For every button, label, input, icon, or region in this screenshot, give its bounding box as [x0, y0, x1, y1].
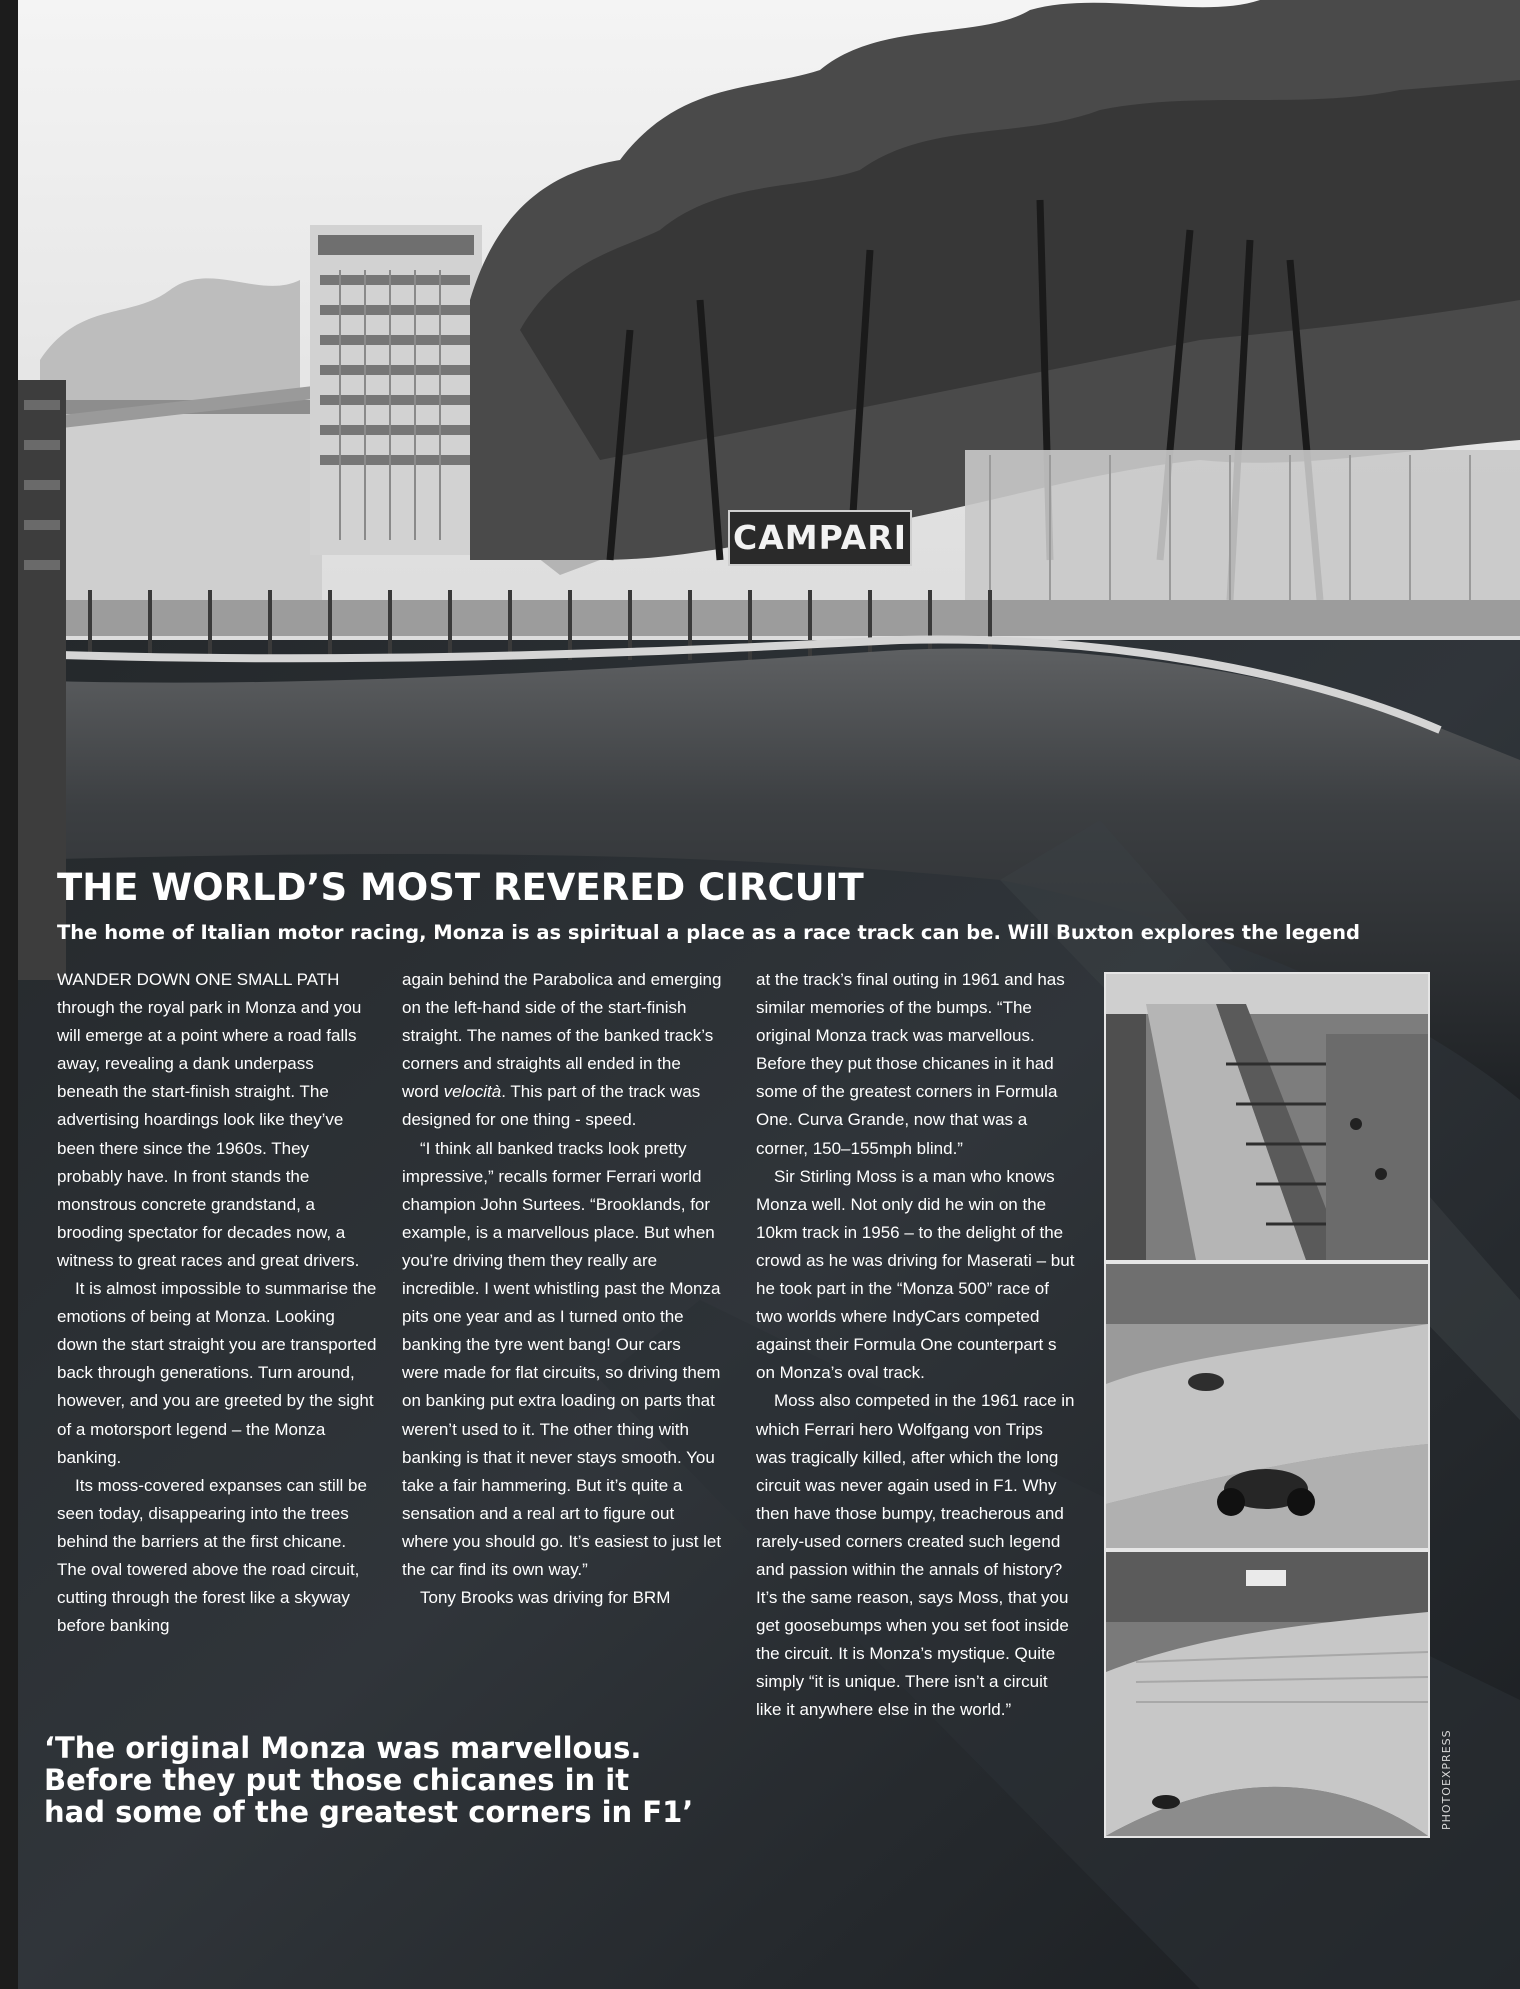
pull-quote-line: had some of the greatest corners in F1’	[44, 1795, 694, 1829]
col3-paragraph: at the track’s final outing in 1961 and has similar memories of the bumps. “The original Monza track was marvellous. Before they put those chicanes in it had some of the greatest corners in Formula One. Curva Grande, now that was a corner, 150–155mph blind.”	[756, 970, 1065, 1158]
col2-text: again behind the Parabolica and emerging on the left-hand side of the start-finish straight. The names of the banked track’s corners and straights all ended in the word	[402, 970, 722, 1102]
col1-paragraph: Its moss-covered expanses can still be seen today, disappearing into the trees behind the barriers at the first chicane. The oval towered above the road circuit, cutting through the forest like a skyway before banking	[57, 1475, 367, 1636]
article-column-1	[57, 966, 377, 1640]
col2-paragraph	[402, 966, 722, 1135]
col2-paragraph: “I think all banked tracks look pretty impressive,” recalls former Ferrari world champion John Surtees. “Brooklands, for example, is a marvellous place. But when you’re driving them they really are incredible. I went whistling past the Monza pits one year and as I turned onto the banking the tyre went bang! Our cars were made for flat circuits, so driving them on banking put extra loading on parts that weren’t used to it. The other thing with banking is that it never stays smooth. You take a fair hammering. But it’s quite a sensation and a real art to figure out where you should go. It’s easiest to just let the car find its own way.”	[402, 1138, 722, 1579]
inset-photo-banking-curve-illustration	[1106, 1552, 1428, 1836]
campari-sign: CAMPARI	[728, 510, 912, 566]
pull-quote	[44, 1732, 693, 1828]
col2-text: . This part of the track was designed for one thing - speed.	[402, 1082, 701, 1130]
col2-italic-word: velocità	[443, 1082, 502, 1102]
article-standfirst: The home of Italian motor racing, Monza is as spiritual a place as a race track can be. Will Buxton explores the legend	[57, 921, 1360, 944]
photo-credit: PHOTOEXPRESS	[1440, 1729, 1453, 1830]
pull-quote-line: Before they put those chicanes in it	[44, 1763, 630, 1797]
article-column-3	[756, 966, 1076, 1725]
inset-photo-racing-car-banking	[1104, 1262, 1430, 1550]
col1-paragraph: WANDER DOWN ONE SMALL PATH through the royal park in Monza and you will emerge at a point where a road falls away, revealing a dank underpass beneath the start-finish straight. The advertising hoardings look like they’ve been there since the 1960s. They probably have. In front stands the monstrous concrete grandstand, a brooding spectator for decades now, a witness to great races and great drivers.	[57, 970, 362, 1270]
inset-photo-construction	[1104, 972, 1430, 1262]
article-headline: THE WORLD’S MOST REVERED CIRCUIT	[57, 866, 864, 909]
inset-photo-racing-car-illustration	[1106, 1264, 1428, 1548]
pull-quote-line: ‘The original Monza was marvellous.	[44, 1731, 642, 1765]
article-column-2	[402, 966, 722, 1612]
inset-photo-banking-curve	[1104, 1550, 1430, 1838]
col3-paragraph: Sir Stirling Moss is a man who knows Monza well. Not only did he win on the 10km track in 1956 – to the delight of the crowd as he was driving for Maserati – but he took part in the “Monza 500” race of two worlds where IndyCars competed against their Formula One counterpart s on Monza’s oval track.	[756, 1166, 1075, 1383]
inset-photo-construction-illustration	[1106, 974, 1428, 1260]
col1-paragraph: It is almost impossible to summarise the emotions of being at Monza. Looking down the start straight you are transported back through generations. Turn around, however, and you are greeted by the sight of a motorsport legend – the Monza banking.	[57, 1279, 377, 1467]
col2-paragraph: Tony Brooks was driving for BRM	[420, 1588, 671, 1608]
col3-paragraph: Moss also competed in the 1961 race in which Ferrari hero Wolfgang von Trips was tragically killed, after which the long circuit was never again used in F1. Why then have those bumpy, treacherous and rarely-used corners created such legend and passion within the annals of history? It’s the same reason, says Moss, that you get goosebumps when you set foot inside the circuit. It is Monza’s mystique. Quite simply “it is unique. There isn’t a circuit like it anywhere else in the world.”	[756, 1391, 1075, 1720]
